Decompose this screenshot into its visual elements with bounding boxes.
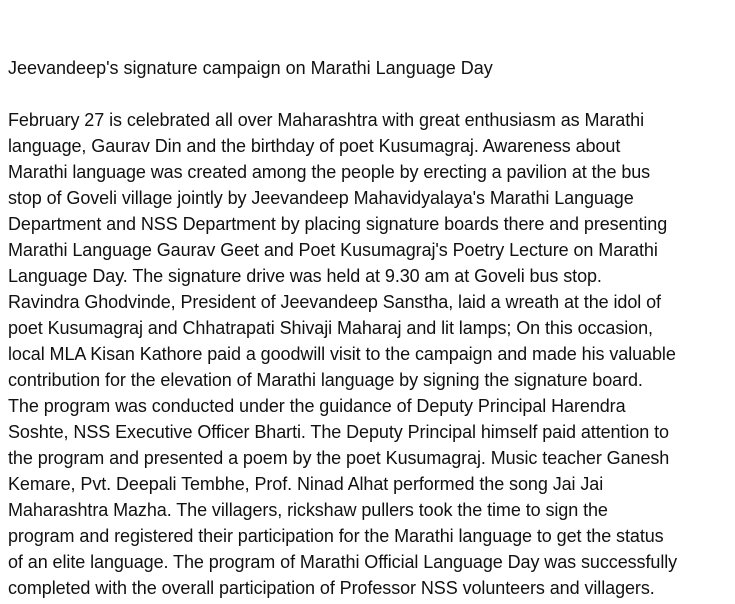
body-line: local MLA Kisan Kathore paid a goodwill visit to the campaign and made his valuable [8, 344, 676, 364]
body-line: Kemare, Pvt. Deepali Tembhe, Prof. Ninad Alhat performed the song Jai Jai [8, 474, 604, 494]
body-line: poet Kusumagraj and Chhatrapati Shivaji Maharaj and lit lamps; On this occasion, [8, 318, 653, 338]
body-line: language, Gaurav Din and the birthday of poet Kusumagraj. Awareness about [8, 136, 621, 156]
document-body [8, 107, 732, 601]
body-line: of an elite language. The program of Marathi Official Language Day was successfully [8, 552, 678, 572]
body-line: the program and presented a poem by the poet Kusumagraj. Music teacher Ganesh [8, 448, 670, 468]
body-line: February 27 is celebrated all over Maharashtra with great enthusiasm as Marathi [8, 110, 644, 130]
body-line: completed with the overall participation of Professor NSS volunteers and villagers. [8, 578, 655, 598]
body-line: Marathi Language Gaurav Geet and Poet Kusumagraj's Poetry Lecture on Marathi [8, 240, 658, 260]
body-line: Department and NSS Department by placing signature boards there and presenting [8, 214, 668, 234]
body-line: contribution for the elevation of Marathi language by signing the signature board. [8, 370, 643, 390]
document [8, 55, 732, 601]
body-line: program and registered their participation for the Marathi language to get the status [8, 526, 664, 546]
body-line: Maharashtra Mazha. The villagers, rickshaw pullers took the time to sign the [8, 500, 608, 520]
body-line: Marathi language was created among the people by erecting a pavilion at the bus [8, 162, 651, 182]
body-line: Language Day. The signature drive was held at 9.30 am at Goveli bus stop. [8, 266, 602, 286]
body-line: stop of Goveli village jointly by Jeevandeep Mahavidyalaya's Marathi Language [8, 188, 634, 208]
body-line: Ravindra Ghodvinde, President of Jeevandeep Sanstha, laid a wreath at the idol of [8, 292, 661, 312]
body-line: Soshte, NSS Executive Officer Bharti. The Deputy Principal himself paid attention to [8, 422, 669, 442]
document-title: Jeevandeep's signature campaign on Marathi Language Day [8, 58, 493, 78]
body-line: The program was conducted under the guidance of Deputy Principal Harendra [8, 396, 626, 416]
